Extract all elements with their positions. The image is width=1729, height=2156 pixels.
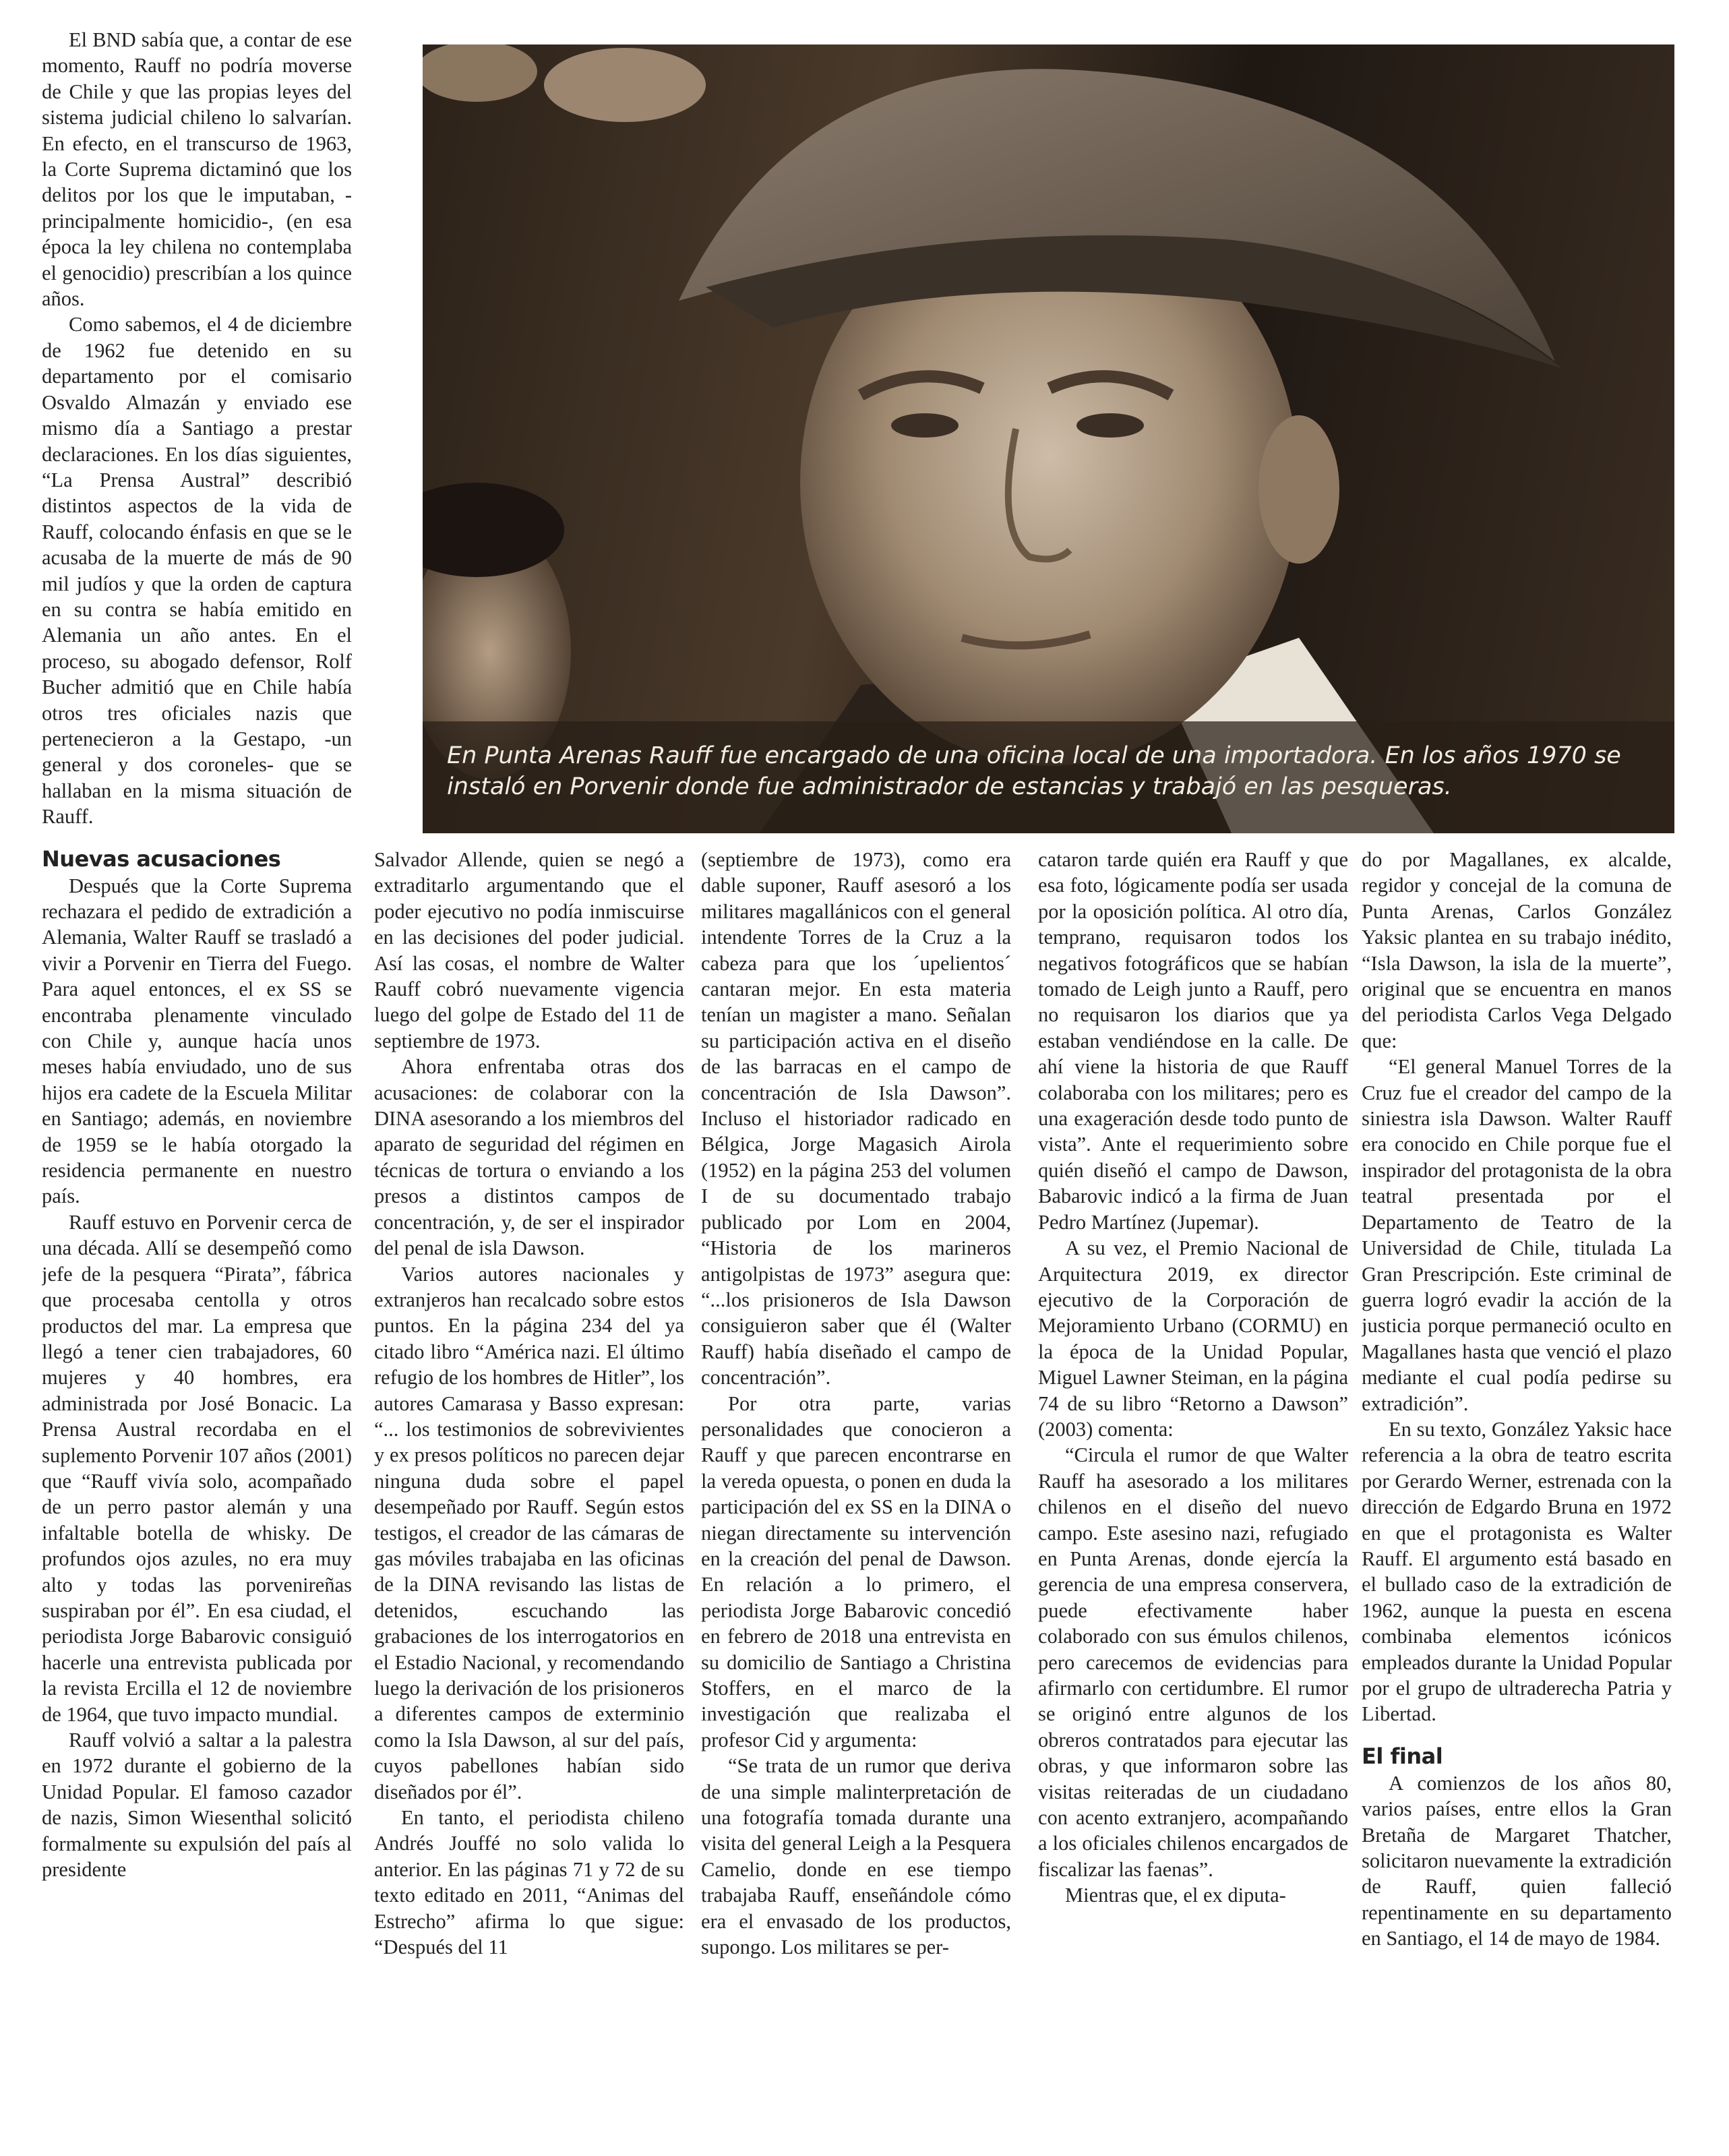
- paragraph: Rauff estuvo en Porvenir cerca de una década. Allí se desempeñó como jefe de la pesquera “Pirata”, fábrica que procesaba centolla y otros productos del mar. La empresa que llegó a tener cien trabajadores, 60 mujeres y 40 hombres, era administrada por José Bonacic. La Prensa Austral recordaba en el suplemento Porvenir 107 años (2001) que “Rauff vivía solo, acompañado de un perro pastor alemán y una infaltable botella de whisky. De profundos ojos azules, no era muy alto y todas las porvenireñas suspiraban por él”. En esa ciudad, el periodista Jorge Babarovic consiguió hacerle una entrevista publicada por la revista Ercilla el 12 de noviembre de 1964, que tuvo impacto mundial.: [42, 1210, 352, 1726]
- paragraph: cataron tarde quién era Rauff y que esa foto, lógicamente podía ser usada por la oposición política. Al otro día, temprano, requisaron todos los negativos fotográficos que se habían tomado de Leigh junto a Rauff, pero no requisaron los diarios que ya estaban vendiéndose en la calle. De ahí viene la historia de que Rauff colaboraba con los militares; pero es una exageración desde todo punto de vista”. Ante el requerimiento sobre quién diseñó el campo de Dawson, Babarovic indicó a la firma de Juan Pedro Martínez (Jupemar).: [1038, 848, 1348, 1234]
- column-2: [374, 847, 684, 2155]
- paragraph: A su vez, el Premio Nacional de Arquitectura 2019, ex director ejecutivo de la Corporación de Mejoramiento Urbano (CORMU) en la época de la Unidad Popular, Miguel Lawner Steiman, en la página 74 de su libro “Retorno a Dawson” (2003) comenta:: [1038, 1236, 1348, 1441]
- paragraph: Salvador Allende, quien se negó a extraditarlo argumentando que el poder ejecutivo no podía inmiscuirse en las decisiones del poder judicial. Así las cosas, el nombre de Walter Rauff cobró nuevamente vigencia luego del golpe de Estado del 11 de septiembre de 1973.: [374, 848, 684, 1052]
- quote-paragraph: “El general Manuel Torres de la Cruz fue el creador del campo de la siniestra isla Dawson. Walter Rauff era conocido en Chile porque fue el inspirador del protagonista de la obra teatral presentada por el Departamento de Teatro de la Universidad de Chile, titulada La Gran Prescripción. Este criminal de guerra logró evadir la acción de la justicia porque permaneció oculto en Magallanes hasta que venció el plazo mediante el cual podía pedirse su extradición”.: [1362, 1055, 1672, 1415]
- column-5: [1362, 847, 1672, 2155]
- photo-caption: En Punta Arenas Rauff fue encargado de una oficina local de una importadora. En los años 1970 se instaló en Porvenir donde fue administrador de estancias y trabajó en las pesqueras.: [423, 721, 1674, 833]
- paragraph: Varios autores nacionales y extranjeros han recalcado sobre estos puntos. En la página 234 del ya citado libro “América nazi. El último refugio de los hombres de Hitler”, los autores Camarasa y Basso expresan: “... los testimonios de sobrevivientes y ex presos políticos no parecen dejar ninguna duda sobre el papel desempeñado por Rauff. Según estos testigos, el creador de las cámaras de gas móviles trabajaba en las oficinas de la DINA revisando las listas de detenidos, escuchando las grabaciones de los interrogatorios en el Estadio Nacional, y recomendando luego la derivación de los prisioneros a diferentes campos de exterminio como la Isla Dawson, al sur del país, cuyos pabellones habían sido diseñados por él”.: [374, 1262, 684, 1803]
- paragraph: (septiembre de 1973), como era dable suponer, Rauff asesoró a los militares magallánicos con el general intendente Torres de la Cruz a la cabeza para que los ´upelientos´ cantaran mejor. En esta materia tenían un magister a mano. Señalan su participación activa en el diseño de las barracas en el campo de concentración de Isla Dawson”. Incluso el historiador radicado en Bélgica, Jorge Magasich Airola (1952) en la página 253 del volumen I de su documentado trabajo publicado por Lom en 2004, “Historia de los marineros antigolpistas de 1973” asegura que: “...los prisioneros de Isla Dawson consiguieron saber que él (Walter Rauff) había diseñado el campo de concentración”.: [701, 848, 1011, 1389]
- paragraph: El BND sabía que, a contar de ese momento, Rauff no podría moverse de Chile y que las propias leyes del sistema judicial chileno lo salvarían. En efecto, en el transcurso de 1963, la Corte Suprema dictaminó que los delitos por los que le imputaban, -principalmente homicidio-, (en esa época la ley chilena no contemplaba el genocidio) prescribían a los quince años.: [42, 28, 352, 311]
- paragraph: En su texto, González Yaksic hace referencia a la obra de teatro escrita por Gerardo Werner, estrenada con la dirección de Edgardo Bruna en 1972 en que el protagonista es Walter Rauff. El argumento está basado en el bullado caso de la extradición de 1962, aunque la puesta en escena combinaba elementos icónicos empleados durante la Unidad Popular por el grupo de ultraderecha Patria y Libertad.: [1362, 1417, 1672, 1726]
- paragraph: Rauff volvió a saltar a la palestra en 1972 durante el gobierno de la Unidad Popular. El famoso cazador de nazis, Simon Wiesenthal solicitó formalmente su expulsión del país al presidente: [42, 1729, 352, 1882]
- paragraph: Por otra parte, varias personalidades que conocieron a Rauff y que parecen encontrarse en la vereda opuesta, o ponen en duda la participación del ex SS en la DINA o niegan directamente su intervención en la creación del penal de Dawson. En relación a lo primero, el periodista Jorge Babarovic concedió en febrero de 2018 una entrevista en su domicilio de Santiago a Christina Stoffers, en el marco de la investigación que realizaba el profesor Cid y argumenta:: [701, 1391, 1011, 1751]
- paragraph: A comienzos de los años 80, varios países, entre ellos la Gran Bretaña de Margaret Thatcher, solicitaron nuevamente la extradición de Rauff, quien falleció repentinamente en su departamento en Santiago, el 14 de mayo de 1984.: [1362, 1771, 1672, 1950]
- paragraph: Mientras que, el ex diputa-: [1065, 1884, 1286, 1907]
- column-4: [1038, 847, 1348, 2155]
- section-heading: Nuevas acusaciones: [42, 845, 281, 872]
- paragraph: do por Magallanes, ex alcalde, regidor y concejal de la comuna de Punta Arenas, Carlos González Yaksic plantea en su trabajo inédito, “Isla Dawson, la isla de la muerte”, original que se encuentra en manos del periodista Carlos Vega Delgado que:: [1362, 848, 1672, 1052]
- column-1: [42, 27, 352, 2151]
- paragraph: Ahora enfrentaba otras dos acusaciones: de colaborar con la DINA asesorando a los miembros del aparato de seguridad del régimen en técnicas de tortura o enviando a los presos a distintos campos de concentración, y, de ser el inspirador del penal de isla Dawson.: [374, 1055, 684, 1260]
- quote-paragraph: “Circula el rumor de que Walter Rauff ha asesorado a los militares chilenos en el diseño del nuevo campo. Este asesino nazi, refugiado en Punta Arenas, donde ejercía la gerencia de una empresa conservera, puede efectivamente haber colaborado con sus émulos chilenos, pero carecemos de evidencias para afirmarlo con certidumbre. El rumor se originó entre algunos de los obreros contratados para ejecutar las obras, y que informaron sobre las visitas reiteradas de un ciudadano con acento extranjero, acompañando a los oficiales chilenos encargados de fiscalizar las faenas”.: [1038, 1443, 1348, 1881]
- portrait-illustration: [423, 44, 1674, 833]
- article-photo: [423, 44, 1674, 833]
- quote-paragraph: “Se trata de un rumor que deriva de una simple malinterpretación de una fotografía tomada durante una visita del general Leigh a la Pesquera Camelio, donde en ese tiempo trabajaba Rauff, enseñándole cómo era el envasado de los productos, supongo. Los militares se per-: [701, 1754, 1011, 1959]
- column-3: [701, 847, 1011, 2155]
- paragraph: En tanto, el periodista chileno Andrés Jouffé no solo valida lo anterior. En las páginas 71 y 72 de su texto editado en 2011, “Animas del Estrecho” afirma lo que sigue: “Después del 11: [374, 1806, 684, 1959]
- section-heading: El final: [1362, 1743, 1443, 1769]
- paragraph: Después que la Corte Suprema rechazara el pedido de extradición a Alemania, Walter Rauff se trasladó a vivir a Porvenir en Tierra del Fuego. Para aquel entonces, el ex SS se encontraba plenamente vinculado con Chile y, aunque hacía unos meses había enviudado, uno de sus hijos era cadete de la Escuela Militar en Santiago; además, en noviembre de 1959 se le había otorgado la residencia permanente en nuestro país.: [42, 874, 352, 1208]
- paragraph: Como sabemos, el 4 de diciembre de 1962 fue detenido en su departamento por el comisario Osvaldo Almazán y enviado ese mismo día a Santiago a prestar declaraciones. En los días siguientes, “La Prensa Austral” describió distintos aspectos de la vida de Rauff, colocando énfasis en que se le acusaba de la muerte de más de 90 mil judíos y que la orden de captura en su contra se había emitido en Alemania un año antes. En el proceso, su abogado defensor, Rolf Bucher admitió que en Chile había otros tres oficiales nazis que pertenecieron a la Gestapo, -un general y dos coroneles- que se hallaban en la misma situación de Rauff.: [42, 313, 352, 829]
